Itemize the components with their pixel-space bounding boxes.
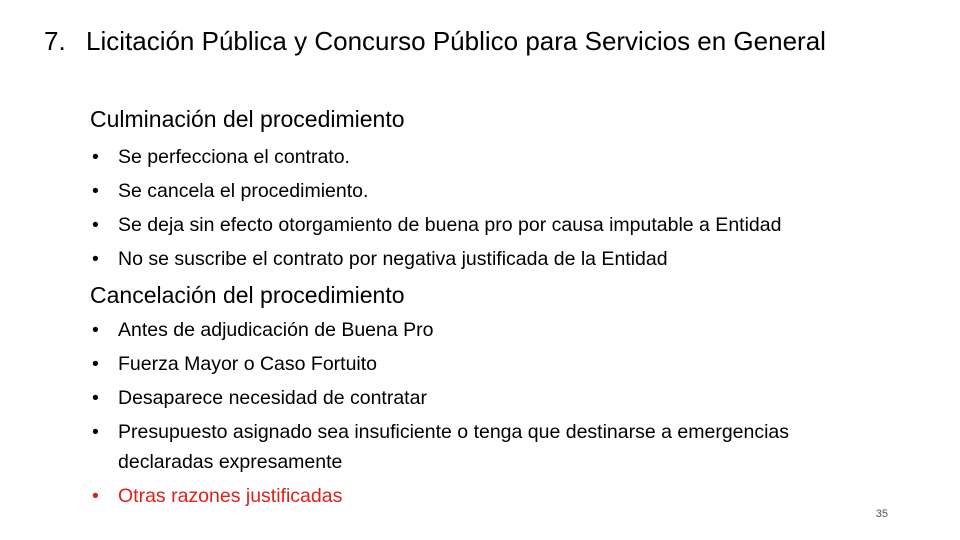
list-item-text: Otras razones justificadas [118,485,343,507]
list-item [92,174,882,208]
slide-title-number: 7. [44,26,66,56]
bullet-icon: • [92,214,99,236]
list-item-highlighted [92,479,882,513]
list-item [92,381,882,415]
list-item-text: Se cancela el procedimiento. [118,180,369,202]
bullet-icon: • [92,353,99,375]
list-item [92,313,882,347]
list-item-text: Antes de adjudicación de Buena Pro [118,319,434,341]
list-item [92,208,882,242]
bullet-icon: • [92,387,99,409]
list-item-text: Desaparece necesidad de contratar [118,387,427,409]
list-item-text: No se suscribe el contrato por negativa justificada de la Entidad [118,248,668,270]
section-heading-culminacion: Culminación del procedimiento [90,106,405,132]
list-item [92,347,882,381]
bullet-icon: • [92,485,99,507]
list-item [92,242,882,276]
list-item [92,140,882,174]
list-item-text: Se deja sin efecto otorgamiento de buena pro por causa imputable a Entidad [118,214,782,236]
bullet-icon: • [92,421,99,443]
list-item [92,415,882,479]
list-item-text: Presupuesto asignado sea insuficiente o tenga que destinarse a emergencias declaradas expresamente [118,421,790,473]
culminacion-list [92,140,882,276]
list-item-text: Se perfecciona el contrato. [118,146,350,168]
slide-title-text: Licitación Pública y Concurso Público para Servicios en General [86,26,826,56]
bullet-icon: • [92,248,99,270]
page-number: 35 [875,508,888,520]
cancelacion-list [92,313,882,513]
list-item-text: Fuerza Mayor o Caso Fortuito [118,353,378,375]
bullet-icon: • [92,146,99,168]
bullet-icon: • [92,319,99,341]
slide-title [44,26,826,57]
bullet-icon: • [92,180,99,202]
section-heading-cancelacion: Cancelación del procedimiento [90,282,405,308]
